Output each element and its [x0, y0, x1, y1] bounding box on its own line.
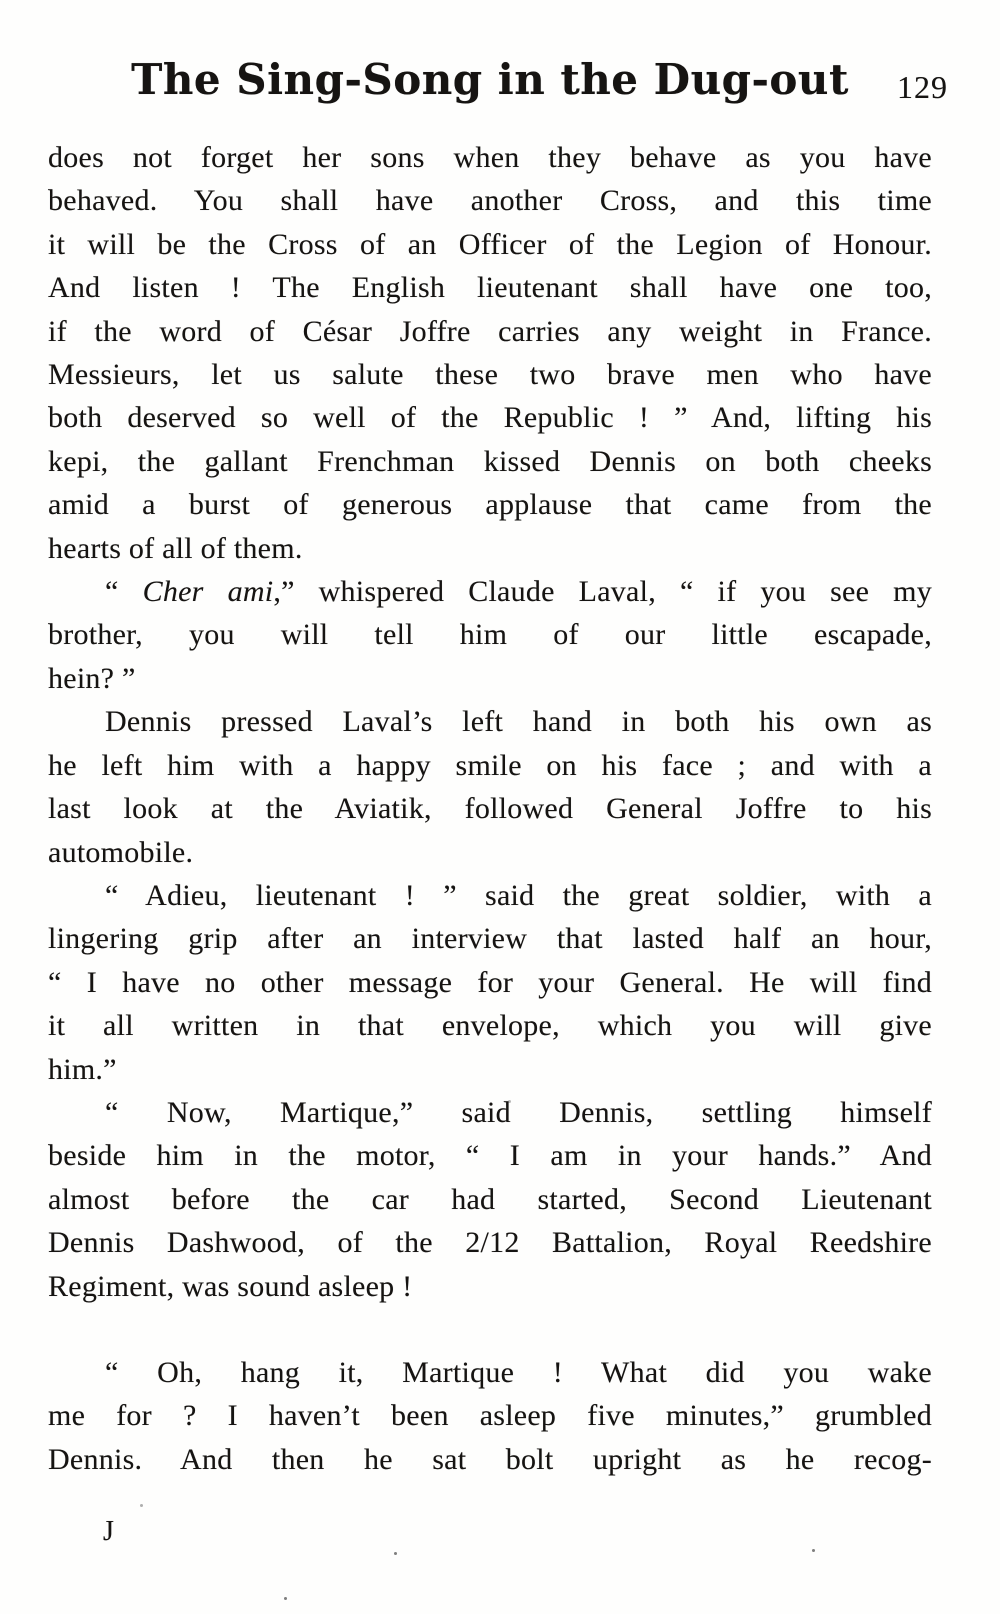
text-line: And listen ! The English lieutenant shall have one too,	[48, 271, 932, 305]
text-line: Messieurs, let us salute these two brave men who have	[48, 358, 932, 392]
text-line: Dennis pressed Laval’s left hand in both his own as	[105, 705, 932, 739]
scan-speck	[140, 1504, 143, 1507]
text-line: Dennis. And then he sat bolt upright as he recog-	[48, 1442, 932, 1476]
text-line: “ Oh, hang it, Martique ! What did you wake	[105, 1355, 932, 1389]
paragraph	[48, 1091, 932, 1308]
scan-speck	[394, 1552, 397, 1555]
text-line: beside him in the motor, “ I am in your hands.” And	[48, 1139, 932, 1173]
text-line: me for ? I haven’t been asleep five minutes,” grumbled	[48, 1399, 932, 1433]
text-line: kepi, the gallant Frenchman kissed Dennis on both cheeks	[48, 444, 932, 478]
text-block	[48, 136, 932, 1481]
text-line: “ Now, Martique,” said Dennis, settling himself	[105, 1095, 932, 1129]
text-line: “ I have no other message for your General. He will find	[48, 965, 932, 999]
paragraph	[48, 1351, 932, 1481]
text-line: does not forget her sons when they behave as you have	[48, 141, 932, 174]
text-line: it all written in that envelope, which you will give	[48, 1009, 932, 1043]
paragraph	[48, 700, 932, 874]
text-line: Dennis Dashwood, of the 2/12 Battalion, Royal Reedshire	[48, 1226, 932, 1260]
text-line: both deserved so well of the Republic ! ” And, lifting his	[48, 401, 932, 435]
text-line: brother, you will tell him of our little escapade,	[48, 618, 932, 652]
text-line: “ Cher ami,” whispered Claude Laval, “ if you see my	[105, 575, 932, 609]
paragraph	[48, 136, 932, 570]
text-line: if the word of César Joffre carries any weight in France.	[48, 314, 932, 348]
page-number: 129	[897, 69, 948, 105]
paragraph	[48, 874, 932, 1091]
page-title: The Sing-Song in the Dug-out	[131, 55, 849, 104]
paragraph	[48, 570, 932, 700]
text-line: him.”	[48, 1052, 117, 1086]
text-line: Regiment, was sound asleep !	[48, 1269, 413, 1303]
text-line: lingering grip after an interview that lasted half an hour,	[48, 922, 932, 956]
scan-speck	[508, 1100, 511, 1103]
signature-mark: J	[103, 1516, 114, 1547]
text-line: he left him with a happy smile on his face ; and with a	[48, 748, 932, 782]
text-line: almost before the car had started, Second Lieutenant	[48, 1182, 932, 1216]
text-line: amid a burst of generous applause that came from the	[48, 488, 932, 522]
text-line: “ Adieu, lieutenant ! ” said the great soldier, with a	[105, 878, 932, 912]
text-line: automobile.	[48, 835, 194, 869]
scan-speck	[284, 1597, 287, 1600]
page-header	[48, 48, 948, 112]
text-line: it will be the Cross of an Officer of the Legion of Honour.	[48, 227, 932, 261]
text-line: hein? ”	[48, 661, 136, 695]
text-line: last look at the Aviatik, followed General Joffre to his	[48, 792, 932, 826]
scan-speck	[812, 1549, 815, 1552]
text-line: behaved. You shall have another Cross, and this time	[48, 184, 932, 218]
text-line: hearts of all of them.	[48, 531, 303, 565]
